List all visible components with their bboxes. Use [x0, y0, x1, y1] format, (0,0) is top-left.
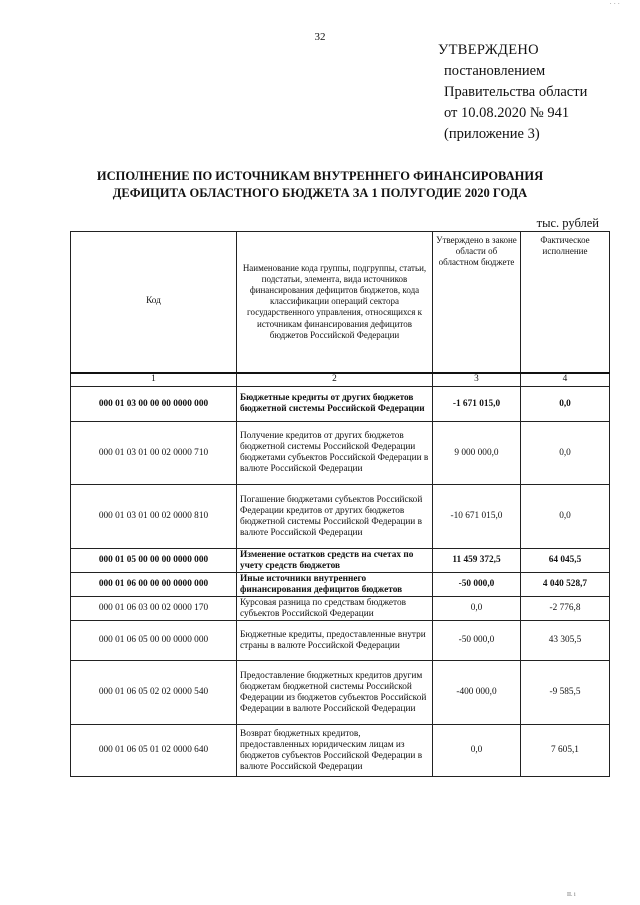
header-name: Наименование кода группы, подгруппы, статьи, подстатьи, элемента, вида источников финансирования дефицитов бюджетов, кода классификации операций сектора государственного управления, относящихся к источникам финансирования дефицитов бюджетов Российской Федерации — [237, 232, 433, 373]
row-name: Получение кредитов от других бюджетов бюджетной системы Российской Федерации бюджетами субъектов Российской Федерации в валюте Российской Федерации — [237, 422, 433, 485]
row-actual: 0,0 — [521, 387, 610, 422]
column-number: 1 — [71, 373, 237, 387]
row-actual: 4 040 528,7 — [521, 573, 610, 597]
row-name: Курсовая разница по средствам бюджетов субъектов Российской Федерации — [237, 597, 433, 621]
row-approved: -1 671 015,0 — [433, 387, 521, 422]
corner-mark: · · · — [609, 0, 620, 8]
column-number-row — [71, 373, 610, 387]
row-code: 000 01 06 05 01 02 0000 640 — [71, 725, 237, 777]
header-actual: Фактическое исполнение — [521, 232, 610, 373]
row-name: Бюджетные кредиты от других бюджетов бюджетной системы Российской Федерации — [237, 387, 433, 422]
row-name: Изменение остатков средств на счетах по учету средств бюджетов — [237, 549, 433, 573]
row-approved: -400 000,0 — [433, 661, 521, 725]
approval-line: Правительства области — [444, 84, 588, 100]
table-row — [71, 485, 610, 549]
row-actual: 0,0 — [521, 485, 610, 549]
header-code: Код — [71, 232, 237, 373]
row-actual: 64 045,5 — [521, 549, 610, 573]
row-code: 000 01 06 05 00 00 0000 000 — [71, 621, 237, 661]
document-title — [0, 168, 640, 202]
column-number: 4 — [521, 373, 610, 387]
unit-label: тыс. рублей — [536, 216, 599, 230]
column-number: 2 — [237, 373, 433, 387]
row-name: Иные источники внутреннего финансирования дефицитов бюджетов — [237, 573, 433, 597]
title-line: ДЕФИЦИТА ОБЛАСТНОГО БЮДЖЕТА ЗА 1 ПОЛУГОДИЕ 2020 ГОДА — [112, 186, 528, 200]
row-code: 000 01 03 01 00 02 0000 810 — [71, 485, 237, 549]
row-code: 000 01 03 01 00 02 0000 710 — [71, 422, 237, 485]
row-actual: 7 605,1 — [521, 725, 610, 777]
column-number: 3 — [433, 373, 521, 387]
row-approved: -50 000,0 — [433, 621, 521, 661]
approval-title: УТВЕРЖДЕНО — [438, 42, 539, 58]
header-row — [71, 232, 610, 373]
table-row — [71, 573, 610, 597]
row-code: 000 01 05 00 00 00 0000 000 — [71, 549, 237, 573]
row-code: 000 01 06 00 00 00 0000 000 — [71, 573, 237, 597]
table-row — [71, 549, 610, 573]
row-code: 000 01 06 03 00 02 0000 170 — [71, 597, 237, 621]
table-row — [71, 387, 610, 422]
footer-mark: II. i — [567, 892, 576, 898]
table-row — [71, 621, 610, 661]
row-name: Возврат бюджетных кредитов, предоставленных юридическим лицам из бюджетов субъектов Российской Федерации в валюте Российской Федерации — [237, 725, 433, 777]
row-actual: -2 776,8 — [521, 597, 610, 621]
financing-table — [70, 231, 610, 777]
row-approved: 0,0 — [433, 725, 521, 777]
row-approved: 9 000 000,0 — [433, 422, 521, 485]
row-approved: -10 671 015,0 — [433, 485, 521, 549]
approval-stamp — [438, 40, 587, 145]
row-actual: 0,0 — [521, 422, 610, 485]
row-name: Бюджетные кредиты, предоставленные внутри страны в валюте Российской Федерации — [237, 621, 433, 661]
header-approved: Утверждено в законе области об областном бюджете — [433, 232, 521, 373]
table-row — [71, 725, 610, 777]
row-code: 000 01 06 05 02 02 0000 540 — [71, 661, 237, 725]
table-row — [71, 597, 610, 621]
row-name: Предоставление бюджетных кредитов другим бюджетам бюджетной системы Российской Федерации из бюджетов субъектов Российской Федерации в валюте Российской Федерации — [237, 661, 433, 725]
row-approved: -50 000,0 — [433, 573, 521, 597]
page-number: 32 — [314, 31, 326, 43]
row-actual: 43 305,5 — [521, 621, 610, 661]
table-row — [71, 661, 610, 725]
approval-appendix: (приложение 3) — [444, 126, 540, 142]
row-code: 000 01 03 00 00 00 0000 000 — [71, 387, 237, 422]
row-actual: -9 585,5 — [521, 661, 610, 725]
row-name: Погашение бюджетами субъектов Российской Федерации кредитов от других бюджетов бюджетной системы Российской Федерации в валюте Российской Федерации — [237, 485, 433, 549]
row-approved: 0,0 — [433, 597, 521, 621]
approval-date: от 10.08.2020 № 941 — [444, 105, 570, 121]
table-row — [71, 422, 610, 485]
row-approved: 11 459 372,5 — [433, 549, 521, 573]
title-line: ИСПОЛНЕНИЕ ПО ИСТОЧНИКАМ ВНУТРЕННЕГО ФИНАНСИРОВАНИЯ — [96, 169, 544, 183]
approval-line: постановлением — [444, 63, 546, 79]
